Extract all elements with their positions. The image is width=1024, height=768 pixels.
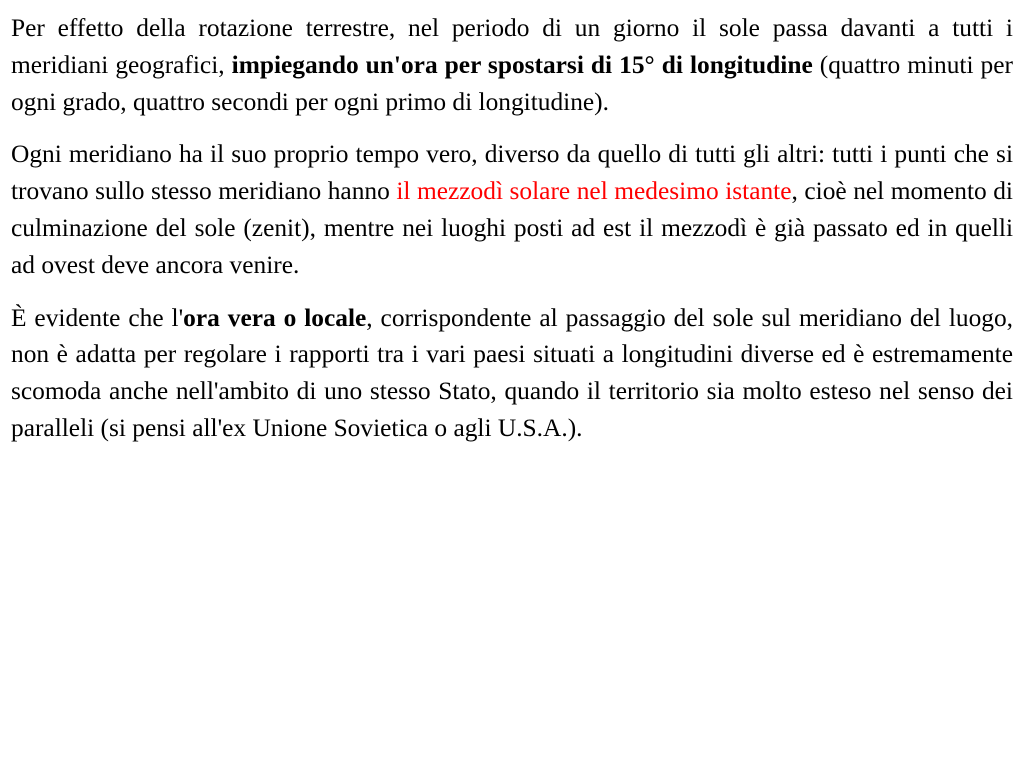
paragraph-3-bold-emphasis: ora vera o locale	[183, 303, 367, 332]
paragraph-1-text-end: (quattro minuti per ogni grado, quattro secondi per ogni primo di longitudine).	[11, 50, 1013, 116]
paragraph-local-time	[11, 300, 1013, 447]
paragraph-2-text-start: Ogni meridiano ha il suo proprio tempo vero, diverso da quello di tutti gli altri: tutti i punti che si trovano sullo stesso meridiano hanno	[11, 140, 1013, 206]
paragraph-2-red-emphasis: il mezzodì solare nel medesimo istante	[396, 177, 792, 206]
paragraph-solar-rotation	[11, 10, 1013, 120]
paragraph-true-time	[11, 136, 1013, 283]
paragraph-1-bold-emphasis: impiegando un'ora per spostarsi di 15° di longitudine	[231, 50, 813, 79]
paragraph-3-text-start: È evidente che l'	[11, 303, 184, 332]
paragraph-2-text-end: , cioè nel momento di culminazione del sole (zenit), mentre nei luoghi posti ad est il mezzodì è già passato ed in quelli ad ovest deve ancora venire.	[11, 177, 1013, 279]
paragraph-1-text-start: Per effetto della rotazione terrestre, nel periodo di un giorno il sole passa davanti a tutti i meridiani geografici,	[11, 14, 1013, 79]
paragraph-3-text-end: , corrispondente al passaggio del sole sul meridiano del luogo, non è adatta per regolare i rapporti tra i vari paesi situati a longitudini diverse ed è estremamente scomoda anche nell'ambito di uno stesso Stato, quando il territorio sia molto esteso nel senso dei paralleli (si pensi all'ex Unione Sovietica o agli U.S.A.).	[11, 303, 1014, 442]
